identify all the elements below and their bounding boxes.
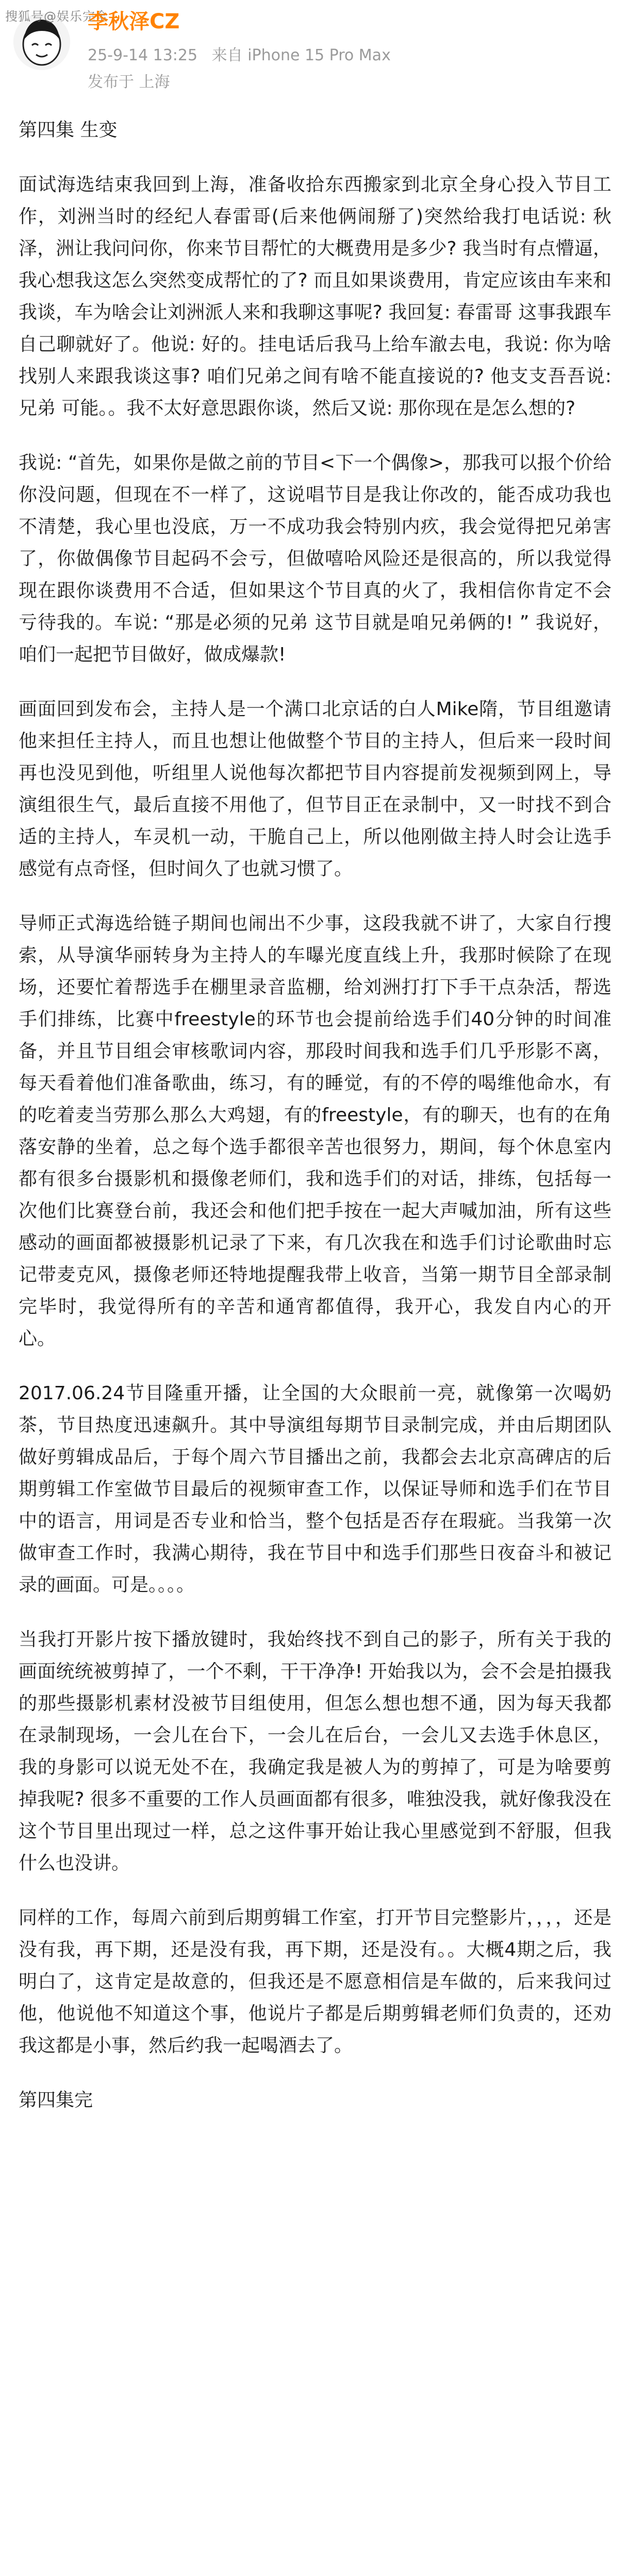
post-meta: [88, 45, 391, 66]
post-header: [0, 0, 629, 113]
paragraph: 导师正式海选给链子期间也闹出不少事，这段我就不讲了，大家自行搜索，从导演华丽转身为主持人的车曝光度直线上升，我那时候除了在现场，还要忙着帮选手在棚里录音监棚，给刘洲打打下手干点杂活，帮选手们排练，比赛中freestyle的环节也会提前给选手们40分钟的时间准备，并且节目组会审核歌词内容，那段时间我和选手们几乎形影不离，每天看着他们准备歌曲，练习，有的睡觉，有的不停的喝维他命水，有的吃着麦当劳那么那么大鸡翅，有的freestyle，有的聊天，也有的在角落安静的坐着，总之每个选手都很辛苦也很努力，期间，每个休息室内都有很多台摄影机和摄像老师们，我和选手们的对话，排练，包括每一次他们比赛登台前，我还会和他们把手按在一起大声喊加油，所有这些感动的画面都被摄影机记录了下来，有几次我在和选手们讨论歌曲时忘记带麦克风，摄像老师还特地提醒我带上收音，当第一期节目全部录制完毕时，我觉得所有的辛苦和通宵都值得，我开心，我发自内心的开心。: [19, 913, 611, 1349]
post-body: [19, 114, 611, 2116]
post-source: 来自 iPhone 15 Pro Max: [211, 46, 391, 64]
username[interactable]: [88, 7, 179, 36]
post-time: 25-9-14 13:25: [88, 46, 198, 64]
episode-title: 第四集 生变: [19, 120, 118, 141]
watermark: 搜狐号@娱乐完全: [5, 9, 108, 24]
paragraph: 面试海选结束我回到上海，准备收拾东西搬家到北京全身心投入节目工作，刘洲当时的经纪人春雷哥(后来他俩闹掰了)突然给我打电话说: 秋泽，洲让我问问你，你来节目帮忙的大概费用是多少? 我当时有点懵逼，我心想我这怎么突然变成帮忙的了? 而且如果谈费用，肯定应该由车来和我谈，车为啥会让刘洲派人来和我聊这事呢? 我回复: 春雷哥 这事我跟车自己聊就好了。他说: 好的。挂电话后我马上给车澈去电，我说: 你为啥找别人来跟我谈这事? 咱们兄弟之间有啥不能直接说的? 他支支吾吾说: 兄弟 可能。。我不太好意思跟你谈，然后又说: 那你现在是怎么想的?: [19, 174, 611, 419]
paragraph: 同样的工作，每周六前到后期剪辑工作室，打开节目完整影片，，，，还是没有我，再下期，还是没有我，再下期，还是没有。。大概4期之后，我明白了，这肯定是故意的，但我还是不愿意相信是车做的，后来我问过他，他说他不知道这个事，他说片子都是后期剪辑老师们负责的，还劝我这都是小事，然后约我一起喝酒去了。: [19, 1907, 611, 2056]
username-text: 李秋泽CZ: [88, 10, 180, 33]
episode-end: 第四集完: [19, 2090, 93, 2111]
post-location: 发布于 上海: [88, 73, 170, 91]
paragraph: 2017.06.24节目隆重开播，让全国的大众眼前一亮，就像第一次喝奶茶，节目热度迅速飙升。其中导演组每期节目录制完成，并由后期团队做好剪辑成品后，于每个周六节目播出之前，我都会去北京高碑店的后期剪辑工作室做节目最后的视频审查工作，以保证导师和选手们在节目中的语言，用词是否专业和恰当，整个包括是否存在瑕疵。当我第一次做审查工作时，我满心期待，我在节目中和选手们那些日夜奋斗和被记录的画面。可是。。。。: [19, 1383, 611, 1596]
paragraph: 当我打开影片按下播放键时，我始终找不到自己的影子，所有关于我的画面统统被剪掉了，一个不剩，干干净净! 开始我以为，会不会是拍摄我的那些摄影机素材没被节目组使用，但怎么想也想不通，因为每天我都在录制现场，一会儿在台下，一会儿在后台，一会儿又去选手休息区，我的身影可以说无处不在，我确定我是被人为的剪掉了，可是为啥要剪掉我呢? 很多不重要的工作人员画面都有很多，唯独没我，就好像我没在这个节目里出现过一样，总之这件事开始让我心里感觉到不舒服，但我什么也没讲。: [19, 1629, 611, 1874]
paragraph: 画面回到发布会，主持人是一个满口北京话的白人Mike隋，节目组邀请他来担任主持人，而且也想让他做整个节目的主持人，但后来一段时间再也没见到他，听组里人说他每次都把节目内容提前发视频到网上，导演组很生气，最后直接不用他了，但节目正在录制中，又一时找不到合适的主持人，车灵机一动，干脆自己上，所以他刚做主持人时会让选手感觉有点奇怪，但时间久了也就习惯了。: [19, 699, 611, 879]
paragraph: 我说: “首先，如果你是做之前的节目<下一个偶像>，那我可以报个价给你没问题，但现在不一样了，这说唱节目是我让你改的，能否成功我也不清楚，我心里也没底，万一不成功我会特别内疚，我会觉得把兄弟害了，你做偶像节目起码不会亏，但做嘻哈风险还是很高的，所以我觉得现在跟你谈费用不合适，但如果这个节目真的火了，我相信你肯定不会亏待我的。车说: “那是必须的兄弟 这节目就是咱兄弟俩的! ” 我说好，咱们一起把节目做好，做成爆款!: [19, 452, 611, 665]
